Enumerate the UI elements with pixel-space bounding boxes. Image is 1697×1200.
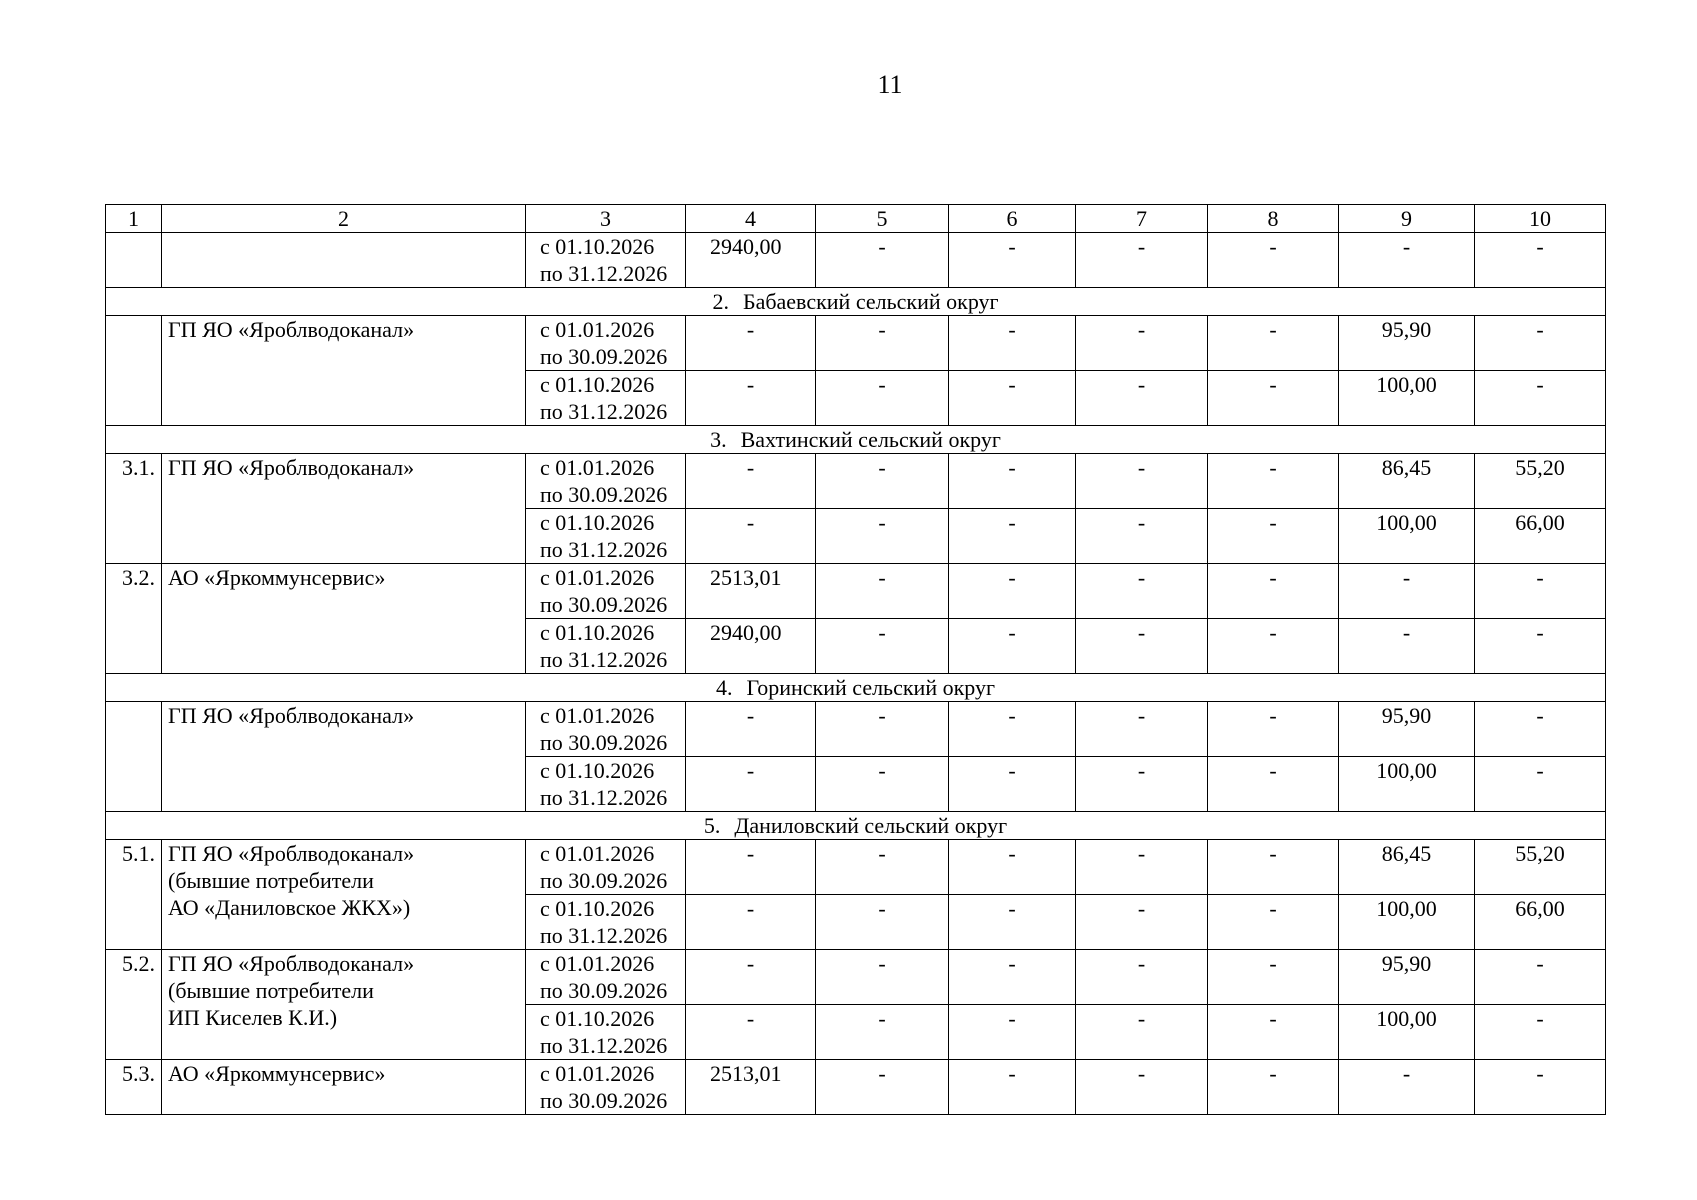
- value-col7: -: [1076, 564, 1208, 619]
- value-col6: -: [949, 564, 1076, 619]
- value-col8: -: [1208, 619, 1339, 674]
- value-col5: -: [816, 371, 949, 426]
- period-start: с 01.10.2026: [540, 234, 655, 259]
- section-title: Бабаевский сельский округ: [742, 289, 999, 314]
- value-col6: -: [949, 702, 1076, 757]
- value-col4: -: [686, 757, 816, 812]
- section-title-cell: [106, 426, 1606, 454]
- value-col10: -: [1475, 619, 1606, 674]
- value-col9: -: [1339, 1060, 1475, 1115]
- section-number: 3.: [710, 427, 727, 452]
- section-number: 5.: [703, 813, 721, 838]
- period-end: по 30.09.2026: [540, 1088, 668, 1113]
- section-row: [106, 426, 1606, 454]
- value-col5: -: [816, 1060, 949, 1115]
- value-col6: -: [949, 454, 1076, 509]
- row-number-cell: [106, 316, 162, 426]
- value-col4: -: [686, 316, 816, 371]
- value-col10: -: [1475, 233, 1606, 288]
- value-col8: -: [1208, 895, 1339, 950]
- value-col6: -: [949, 1060, 1076, 1115]
- value-col5: -: [816, 564, 949, 619]
- value-col6: -: [949, 233, 1076, 288]
- row-number-cell: 3.2.: [106, 564, 162, 674]
- period-end: по 31.12.2026: [540, 647, 668, 672]
- period-cell: [526, 702, 686, 757]
- header-cell: 8: [1208, 205, 1339, 233]
- value-col7: -: [1076, 895, 1208, 950]
- section-row: [106, 674, 1606, 702]
- value-col9: 100,00: [1339, 757, 1475, 812]
- supplier-cell: ГП ЯО «Яроблводоканал»: [162, 454, 526, 564]
- value-col4: -: [686, 840, 816, 895]
- value-col9: 86,45: [1339, 454, 1475, 509]
- period-cell: [526, 564, 686, 619]
- period-start: с 01.01.2026: [540, 703, 655, 728]
- value-col6: -: [949, 895, 1076, 950]
- value-col8: -: [1208, 1060, 1339, 1115]
- header-cell: 3: [526, 205, 686, 233]
- header-cell: 9: [1339, 205, 1475, 233]
- value-col10: -: [1475, 564, 1606, 619]
- value-col9: -: [1339, 233, 1475, 288]
- table-row: [106, 1060, 1606, 1115]
- value-col8: -: [1208, 702, 1339, 757]
- period-cell: [526, 619, 686, 674]
- row-number-cell: 3.1.: [106, 454, 162, 564]
- header-row: [106, 205, 1606, 233]
- value-col9: 100,00: [1339, 371, 1475, 426]
- period-end: по 30.09.2026: [540, 730, 668, 755]
- value-col9: 100,00: [1339, 1005, 1475, 1060]
- tariff-table: [105, 204, 1606, 1115]
- table-row: [106, 454, 1606, 509]
- value-col7: -: [1076, 509, 1208, 564]
- section-title: Даниловский сельский округ: [734, 813, 1008, 838]
- section-title: Вахтинский сельский округ: [740, 427, 1001, 452]
- table-row: [106, 840, 1606, 895]
- value-col10: 66,00: [1475, 895, 1606, 950]
- period-start: с 01.10.2026: [540, 510, 655, 535]
- value-col7: -: [1076, 454, 1208, 509]
- value-col10: -: [1475, 950, 1606, 1005]
- value-col5: -: [816, 1005, 949, 1060]
- period-end: по 31.12.2026: [540, 923, 668, 948]
- period-end: по 30.09.2026: [540, 592, 668, 617]
- period-start: с 01.01.2026: [540, 951, 655, 976]
- value-col5: -: [816, 619, 949, 674]
- value-col9: 95,90: [1339, 950, 1475, 1005]
- value-col10: -: [1475, 757, 1606, 812]
- header-cell: 6: [949, 205, 1076, 233]
- supplier-cell: ГП ЯО «Яроблводоканал» (бывшие потребители АО «Даниловское ЖКХ»): [162, 840, 526, 950]
- header-cell: 7: [1076, 205, 1208, 233]
- period-cell: [526, 840, 686, 895]
- period-start: с 01.10.2026: [540, 758, 655, 783]
- table-row: [106, 564, 1606, 619]
- period-start: с 01.10.2026: [540, 372, 655, 397]
- value-col5: -: [816, 757, 949, 812]
- value-col10: 66,00: [1475, 509, 1606, 564]
- value-col10: 55,20: [1475, 454, 1606, 509]
- value-col8: -: [1208, 454, 1339, 509]
- value-col4: -: [686, 371, 816, 426]
- section-title-cell: [106, 812, 1606, 840]
- period-start: с 01.01.2026: [540, 317, 655, 342]
- section-title-cell: [106, 674, 1606, 702]
- value-col7: -: [1076, 619, 1208, 674]
- section-number: 2.: [712, 289, 729, 314]
- value-col10: -: [1475, 371, 1606, 426]
- value-col9: 95,90: [1339, 316, 1475, 371]
- value-col9: 100,00: [1339, 509, 1475, 564]
- value-col6: -: [949, 757, 1076, 812]
- value-col8: -: [1208, 950, 1339, 1005]
- value-col5: -: [816, 840, 949, 895]
- value-col4: -: [686, 950, 816, 1005]
- value-col4: -: [686, 1005, 816, 1060]
- header-cell: 10: [1475, 205, 1606, 233]
- value-col8: -: [1208, 316, 1339, 371]
- supplier-cell: ГП ЯО «Яроблводоканал»: [162, 316, 526, 426]
- value-col5: -: [816, 316, 949, 371]
- period-cell: [526, 509, 686, 564]
- value-col7: -: [1076, 702, 1208, 757]
- value-col6: -: [949, 316, 1076, 371]
- value-col4: -: [686, 895, 816, 950]
- value-col8: -: [1208, 840, 1339, 895]
- value-col5: -: [816, 454, 949, 509]
- period-start: с 01.01.2026: [540, 565, 655, 590]
- value-col4: 2513,01: [686, 1060, 816, 1115]
- value-col7: -: [1076, 1060, 1208, 1115]
- period-cell: [526, 454, 686, 509]
- value-col10: -: [1475, 702, 1606, 757]
- row-number-cell: 5.2.: [106, 950, 162, 1060]
- value-col9: 86,45: [1339, 840, 1475, 895]
- value-col5: -: [816, 233, 949, 288]
- value-col5: -: [816, 895, 949, 950]
- value-col9: -: [1339, 619, 1475, 674]
- value-col7: -: [1076, 840, 1208, 895]
- value-col9: 100,00: [1339, 895, 1475, 950]
- value-col8: -: [1208, 564, 1339, 619]
- value-col7: -: [1076, 316, 1208, 371]
- value-col10: 55,20: [1475, 840, 1606, 895]
- row-number-cell: [106, 233, 162, 288]
- value-col8: -: [1208, 233, 1339, 288]
- period-cell: [526, 316, 686, 371]
- value-col10: -: [1475, 316, 1606, 371]
- value-col5: -: [816, 950, 949, 1005]
- value-col8: -: [1208, 757, 1339, 812]
- supplier-cell: ГП ЯО «Яроблводоканал»: [162, 702, 526, 812]
- period-end: по 31.12.2026: [540, 1033, 668, 1058]
- period-cell: [526, 950, 686, 1005]
- section-title: Горинский сельский округ: [746, 675, 996, 700]
- section-row: [106, 288, 1606, 316]
- header-cell: 5: [816, 205, 949, 233]
- period-end: по 31.12.2026: [540, 537, 668, 562]
- period-end: по 31.12.2026: [540, 785, 668, 810]
- value-col8: -: [1208, 509, 1339, 564]
- table-row: [106, 233, 1606, 288]
- value-col5: -: [816, 509, 949, 564]
- supplier-cell: АО «Яркоммунсервис»: [162, 564, 526, 674]
- value-col10: -: [1475, 1005, 1606, 1060]
- value-col7: -: [1076, 757, 1208, 812]
- header-cell: 4: [686, 205, 816, 233]
- table-row: [106, 702, 1606, 757]
- period-end: по 30.09.2026: [540, 978, 668, 1003]
- section-number: 4.: [715, 675, 733, 700]
- period-end: по 30.09.2026: [540, 344, 668, 369]
- value-col7: -: [1076, 371, 1208, 426]
- value-col4: -: [686, 454, 816, 509]
- period-start: с 01.01.2026: [540, 841, 655, 866]
- period-start: с 01.10.2026: [540, 1006, 655, 1031]
- period-start: с 01.10.2026: [540, 896, 655, 921]
- table-row: [106, 316, 1606, 371]
- period-cell: [526, 1060, 686, 1115]
- value-col7: -: [1076, 950, 1208, 1005]
- row-number-cell: [106, 702, 162, 812]
- period-end: по 30.09.2026: [540, 482, 668, 507]
- period-start: с 01.01.2026: [540, 1061, 655, 1086]
- value-col6: -: [949, 509, 1076, 564]
- value-col4: 2513,01: [686, 564, 816, 619]
- value-col9: 95,90: [1339, 702, 1475, 757]
- value-col4: 2940,00: [686, 233, 816, 288]
- value-col4: -: [686, 509, 816, 564]
- value-col8: -: [1208, 1005, 1339, 1060]
- value-col9: -: [1339, 564, 1475, 619]
- value-col6: -: [949, 371, 1076, 426]
- period-end: по 30.09.2026: [540, 868, 668, 893]
- period-cell: [526, 895, 686, 950]
- header-cell: 1: [106, 205, 162, 233]
- value-col4: -: [686, 702, 816, 757]
- period-cell: [526, 371, 686, 426]
- page-number: 11: [877, 70, 903, 99]
- header-cell: 2: [162, 205, 526, 233]
- period-end: по 31.12.2026: [540, 261, 668, 286]
- value-col4: 2940,00: [686, 619, 816, 674]
- row-number-cell: 5.1.: [106, 840, 162, 950]
- section-row: [106, 812, 1606, 840]
- value-col6: -: [949, 950, 1076, 1005]
- period-end: по 31.12.2026: [540, 399, 668, 424]
- period-cell: [526, 1005, 686, 1060]
- value-col6: -: [949, 1005, 1076, 1060]
- value-col5: -: [816, 702, 949, 757]
- section-title-cell: [106, 288, 1606, 316]
- period-cell: [526, 233, 686, 288]
- supplier-cell: АО «Яркоммунсервис»: [162, 1060, 526, 1115]
- value-col8: -: [1208, 371, 1339, 426]
- table-row: [106, 950, 1606, 1005]
- value-col7: -: [1076, 1005, 1208, 1060]
- row-number-cell: 5.3.: [106, 1060, 162, 1115]
- period-start: с 01.10.2026: [540, 620, 655, 645]
- value-col7: -: [1076, 233, 1208, 288]
- value-col10: -: [1475, 1060, 1606, 1115]
- supplier-cell: [162, 233, 526, 288]
- supplier-cell: ГП ЯО «Яроблводоканал» (бывшие потребители ИП Киселев К.И.): [162, 950, 526, 1060]
- period-start: с 01.01.2026: [540, 455, 655, 480]
- period-cell: [526, 757, 686, 812]
- table-body: [106, 233, 1606, 1115]
- value-col6: -: [949, 840, 1076, 895]
- value-col6: -: [949, 619, 1076, 674]
